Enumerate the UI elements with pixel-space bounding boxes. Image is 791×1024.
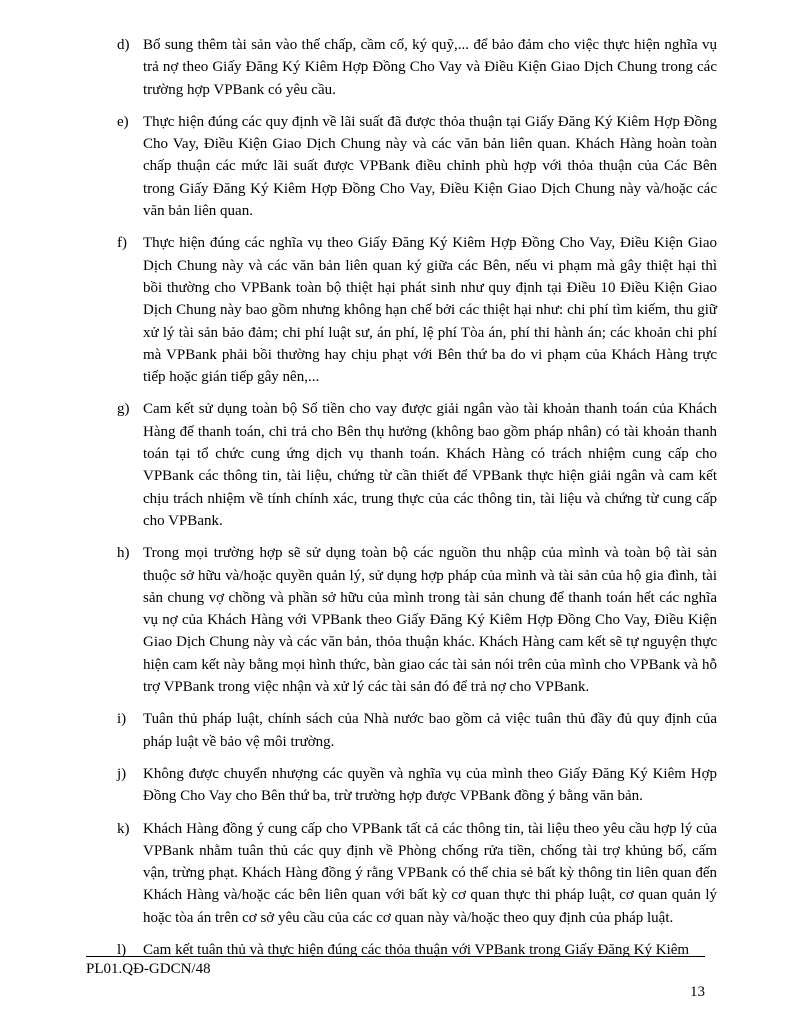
clause-text: Cam kết sử dụng toàn bộ Số tiền cho vay được giải ngân vào tài khoản thanh toán của Khách Hàng để thanh toán, chi trả cho Bên thụ hưởng (không bao gồm pháp nhân) có tài khoản thanh toán tại tổ chức cung ứng dịch vụ thanh toán. Khách Hàng có trách nhiệm cung cấp cho VPBank các thông tin, tài liệu, chứng từ cần thiết để VPBank thực hiện giải ngân và cam kết chịu trách nhiệm về tính chính xác, trung thực của các thông tin, tài liệu và chứng từ cung cấp cho VPBank. [143,401,717,529]
clause-marker: i) [117,711,127,728]
clause-item-d [117,34,717,101]
clause-marker: g) [117,401,130,418]
clause-marker: k) [117,820,130,837]
clause-text: Khách Hàng đồng ý cung cấp cho VPBank tất cả các thông tin, tài liệu theo yêu cầu hợp lý của VPBank nhằm tuân thủ các quy định về Phòng chống rửa tiền, chống tài trợ khủng bố, cấm vận, trừng phạt. Khách Hàng đồng ý rằng VPBank có thể chia sẻ bất kỳ thông tin liên quan đến Khách Hàng và/hoặc các bên liên quan với bất kỳ cơ quan thực thi pháp luật, cơ quan quản lý hoặc tòa án trên cơ sở yêu cầu của các cơ quan này và/hoặc theo quy định của pháp luật. [143,820,717,926]
clause-item-e [117,111,717,222]
clause-item-j [117,763,717,808]
clause-marker: f) [117,235,127,252]
clause-item-g [117,398,717,532]
clause-item-i [117,708,717,753]
page-number: 13 [690,984,705,1000]
clause-text: Thực hiện đúng các quy định về lãi suất đã được thỏa thuận tại Giấy Đăng Ký Kiêm Hợp Đồng Cho Vay, Điều Kiện Giao Dịch Chung này và các văn bản liên quan. Khách Hàng hoàn toàn chấp thuận các mức lãi suất được VPBank điều chỉnh phù hợp với thỏa thuận của Các Bên trong Giấy Đăng Ký Kiêm Hợp Đồng Cho Vay, Điều Kiện Giao Dịch Chung này và/hoặc các văn bản liên quan. [143,113,717,220]
clause-text: Cam kết tuân thủ và thực hiện đúng các thỏa thuận với VPBank trong Giấy Đăng Ký Kiêm [143,941,690,958]
clause-text: Không được chuyển nhượng các quyền và nghĩa vụ của mình theo Giấy Đăng Ký Kiêm Hợp Đồng Cho Vay cho Bên thứ ba, trừ trường hợp được VPBank đồng ý bằng văn bản. [143,765,717,805]
clause-list [117,34,717,971]
footer-divider [86,956,705,957]
clause-text: Tuân thủ pháp luật, chính sách của Nhà nước bao gồm cả việc tuân thủ đầy đủ quy định của pháp luật về bảo vệ môi trường. [143,711,717,750]
clause-item-l [117,939,717,961]
clause-marker: h) [117,545,130,562]
clause-marker: j) [117,765,127,782]
clause-text: Thực hiện đúng các nghĩa vụ theo Giấy Đăng Ký Kiêm Hợp Đồng Cho Vay, Điều Kiện Giao Dịch Chung này và các văn bản liên quan ký giữa các Bên, nếu vi phạm mà gây thiệt hại thì bồi thường cho VPBank toàn bộ thiệt hại phát sinh như quy định tại Điều 10 Điều Kiện Giao Dịch Chung này bao gồm nhưng không hạn chế bởi các thiệt hại như: chi phí tìm kiếm, thu giữ xử lý tài sản bảo đảm; chi phí luật sư, án phí, lệ phí Tòa án, phí thi hành án; các khoản chi phí mà VPBank phải bồi thường hay chịu phạt với Bên thứ ba do vi phạm của Khách Hàng trực tiếp hoặc gián tiếp gây nên,... [143,235,717,386]
document-code: PL01.QĐ-GDCN/48 [86,961,211,977]
clause-marker: d) [117,37,130,53]
clause-marker: e) [117,113,129,130]
clause-text: Bổ sung thêm tài sản vào thế chấp, cầm cố, ký quỹ,... để bảo đảm cho việc thực hiện nghĩa vụ trả nợ theo Giấy Đăng Ký Kiêm Hợp Đồng Cho Vay và Điều Kiện Giao Dịch Chung trong các trường hợp VPBank có yêu cầu. [143,37,717,98]
clause-item-h [117,542,717,698]
clause-text: Trong mọi trường hợp sẽ sử dụng toàn bộ các nguồn thu nhập của mình và toàn bộ tài sản thuộc sở hữu và/hoặc quyền quản lý, sử dụng hợp pháp của mình và tài sản của hộ gia đình, tài sản chung vợ chồng và phần sở hữu của mình trong tài sản chung để thanh toán hết các nghĩa vụ nợ của Khách Hàng với VPBank theo Giấy Đăng Ký Kiêm Hợp Đồng Cho Vay, Điều Kiện Giao Dịch Chung này và các văn bản, thỏa thuận khác. Khách Hàng cam kết sẽ tự nguyện thực hiện cam kết này bằng mọi hình thức, bàn giao các tài sản nói trên của mình cho VPBank và hỗ trợ VPBank trong việc nhận và xử lý các tài sản đó để trả nợ cho VPBank. [143,545,717,696]
clause-marker: l) [117,941,127,958]
clause-item-f [117,232,717,388]
clause-item-k [117,818,717,929]
